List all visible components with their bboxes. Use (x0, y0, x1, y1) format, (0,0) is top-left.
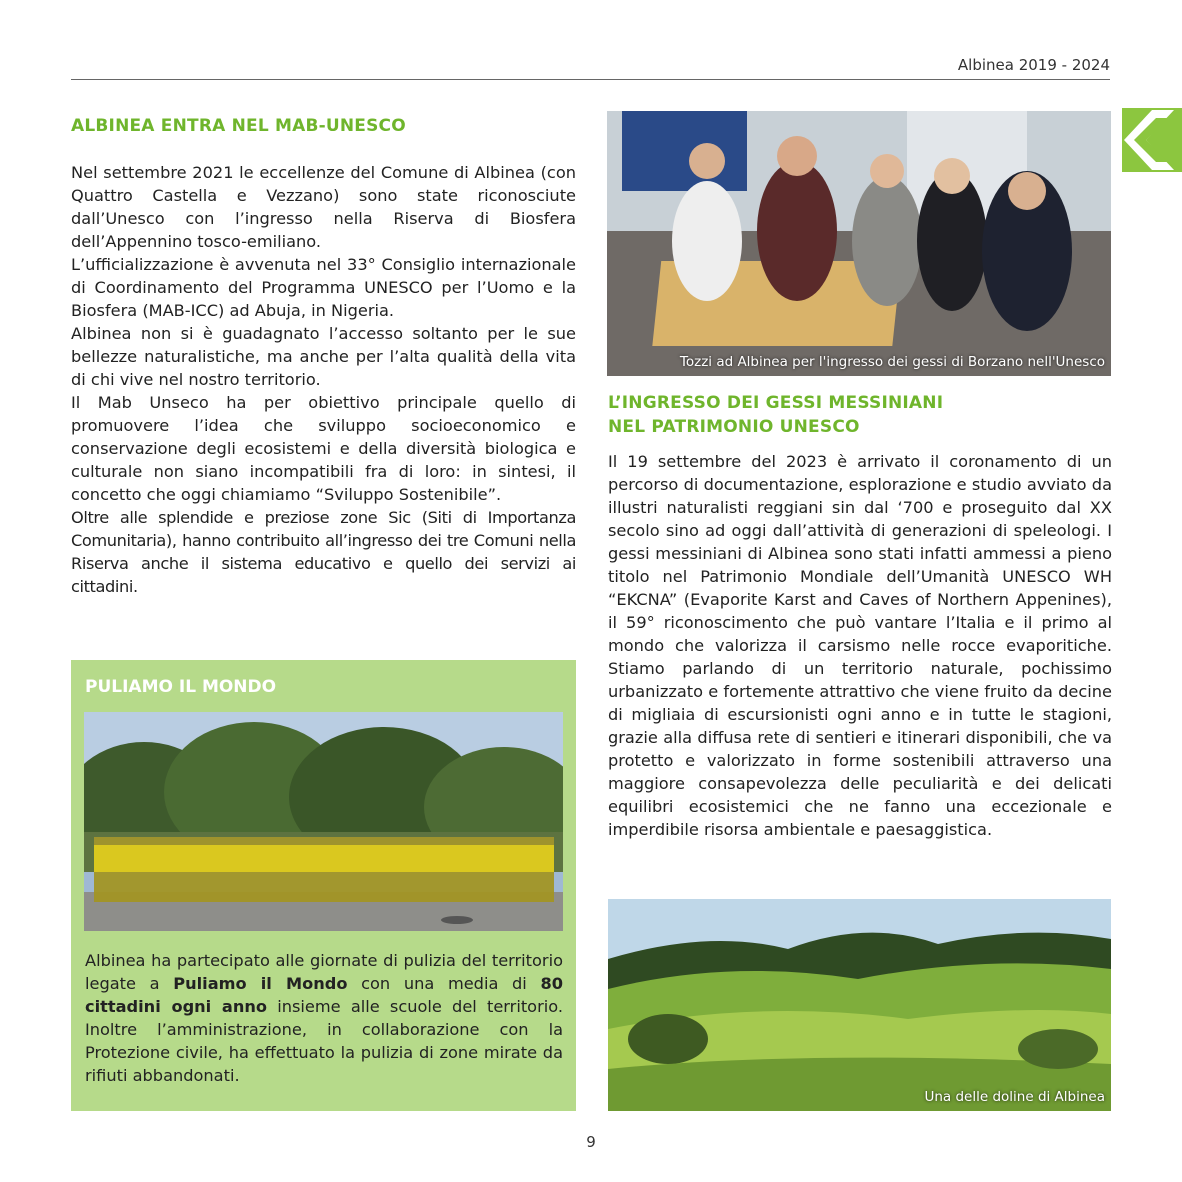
puliamo-il-mondo-box (71, 660, 576, 1111)
paragraph: Nel settembre 2021 le eccellenze del Comune di Albinea (con Quattro Castella e Vezzano) sono state riconosciute dall’Unesco con l’ingresso nella Riserva di Biosfera dell’Appennino tosco-emiliano. (71, 163, 576, 251)
header-title: Albinea 2019 - 2024 (957, 56, 1110, 74)
photo-caption: Una delle doline di Albinea (924, 1089, 1105, 1105)
paragraph: Oltre alle splendide e preziose zone Sic (Siti di Importanza Comunitaria), hanno contribuito all’ingresso dei tre Comuni nella Riserva anche il sistema educativo e quello dei servizi ai cittadini. (71, 508, 576, 596)
group-photo-image (84, 712, 563, 931)
photo-caption: Tozzi ad Albinea per l'ingresso dei gessi di Borzano nell'Unesco (679, 354, 1105, 370)
box-text-bold: Puliamo il Mondo (173, 974, 348, 993)
section-heading (608, 391, 943, 439)
dolina-landscape-image (608, 899, 1111, 1111)
paragraph: L’ufficializzazione è avvenuta nel 33° Consiglio internazionale di Coordinamento del Programma UNESCO per l’Uomo e la Biosfera (MAB-ICC) ad Abuja, in Nigeria. (71, 255, 576, 320)
box-text-bold: 80 cittadini ogni anno (85, 974, 563, 1016)
heading-line: NEL PATRIMONIO UNESCO (608, 417, 860, 437)
section-heading: ALBINEA ENTRA NEL MAB-UNESCO (71, 116, 406, 136)
box-text-part: con una media di (347, 974, 541, 993)
page-number: 9 (586, 1133, 596, 1151)
paragraph: Albinea non si è guadagnato l’accesso soltanto per le sue bellezze naturalistiche, ma anche per l’alta qualità della vita di chi vive nel nostro territorio. (71, 324, 576, 389)
chevron-logo-icon (1122, 108, 1182, 172)
box-text-part: insieme alle scuole del territorio. Inoltre l’amministrazione, in collaborazione con la Protezione civile, ha effettuato la pulizia di zone mirate da rifiuti abbandonati. (85, 997, 563, 1085)
box-text-part: Albinea ha partecipato alle giornate di pulizia del territorio legate a (85, 951, 563, 993)
article-body (608, 450, 1112, 841)
header-divider (71, 79, 1110, 80)
paragraph: Il 19 settembre del 2023 è arrivato il coronamento di un percorso di documentazione, esplorazione e studio avviato da illustri naturalisti reggiani sin dal ‘700 e proseguito dal XX secolo sino ad oggi dall’attività di generazioni di speleologi. I gessi messiniani di Albinea sono stati infatti ammessi a pieno titolo nel Patrimonio Mondiale dell’Umanità UNESCO WH “EKCNA” (Evaporite Karst and Caves of Northern Appenines), il 59° riconoscimento che può vantare l’Italia e il primo al mondo che valorizza il carsismo nelle rocce evaporitiche. Stiamo parlando di un territorio naturale, pochissimo urbanizzato e fortemente attrattivo che viene fruito da decine di migliaia di escursionisti ogni anno e in tutte le stagioni, grazie alla diffusa rete di sentieri e itinerari disponibili, che va protetto e valorizzato in forme sostenibili attraverso una maggiore consapevolezza delle peculiarità e dei delicati equilibri ecosistemici che ne fanno una eccezionale e imperdibile risorsa ambientale e paesaggistica. (608, 452, 1112, 839)
article-body (71, 161, 576, 598)
box-heading: PULIAMO IL MONDO (85, 677, 277, 697)
heading-line: L’INGRESSO DEI GESSI MESSINIANI (608, 393, 944, 413)
box-text (85, 949, 563, 1087)
paragraph: Il Mab Unseco ha per obiettivo principale quello di promuovere l’idea che sviluppo socioeconomico e conservazione degli ecosistemi e della diversità biologica e culturale non siano incompatibili fra di loro: in sintesi, il concetto che oggi chiamiamo “Sviluppo Sostenibile”. (71, 393, 576, 504)
tozzi-photo-image (607, 111, 1111, 376)
